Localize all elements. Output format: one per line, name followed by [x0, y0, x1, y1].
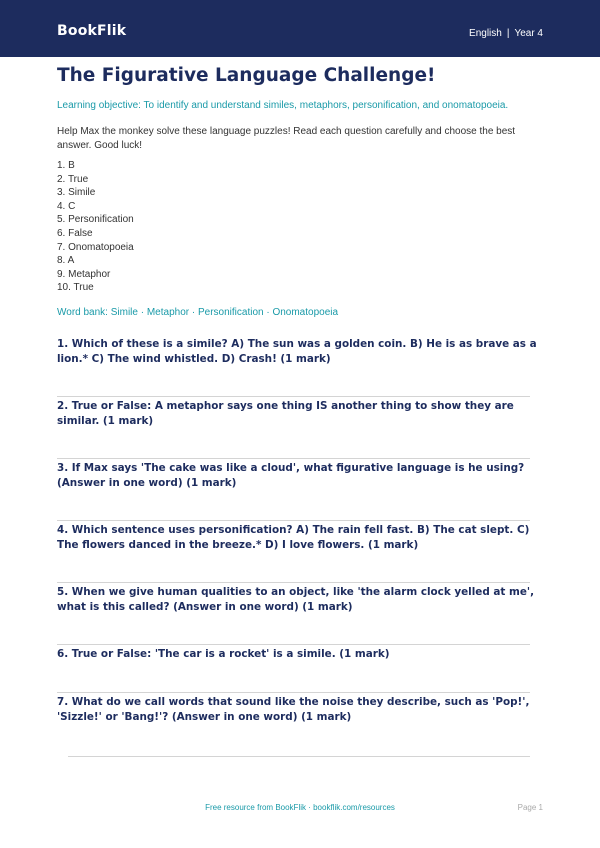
word-bank: Word bank: Simile · Metaphor · Personification · Onomatopoeia: [57, 307, 339, 318]
learning-objective: Learning objective: To identify and understand similes, metaphors, personification, and onomatopoeia.: [57, 100, 509, 111]
answer-item: 10. True: [57, 282, 94, 294]
subject-year-label: [469, 28, 543, 39]
question-4: 4. Which sentence uses personification? A) The rain fell fast. B) The cat slept. C) The flowers danced in the breeze.* D) I love flowers. (1 mark): [57, 524, 530, 551]
answer-line[interactable]: [57, 644, 530, 645]
answer-item: 8. A: [57, 255, 75, 267]
answer-item: 2. True: [57, 173, 89, 185]
answer-line[interactable]: [57, 458, 530, 459]
header-bar: [0, 0, 600, 57]
answer-line[interactable]: [57, 396, 530, 397]
answer-line[interactable]: [57, 692, 530, 693]
meta-separator: |: [506, 28, 510, 39]
answer-item: 5. Personification: [57, 214, 134, 226]
intro-text: Help Max the monkey solve these language puzzles! Read each question carefully and choose the best answer. Good luck!: [57, 126, 516, 151]
question-1: 1. Which of these is a simile? A) The sun was a golden coin. B) He is as brave as a lion.* C) The wind whistled. D) Crash! (1 mark): [57, 338, 537, 365]
question-3: 3. If Max says 'The cake was like a cloud', what figurative language is he using? (Answer in one word) (1 mark): [57, 462, 525, 489]
answer-line[interactable]: [57, 582, 530, 583]
question-6: 6. True or False: 'The car is a rocket' is a simile. (1 mark): [57, 648, 390, 660]
year-label: Year 4: [514, 28, 543, 39]
answer-item: 1. B: [57, 160, 75, 171]
subject-label: English: [469, 28, 502, 39]
answer-item: 7. Onomatopoeia: [57, 241, 134, 253]
brand-logo[interactable]: BookFlik: [57, 23, 127, 39]
footer-credit[interactable]: Free resource from BookFlik · bookflik.com/resources: [205, 803, 395, 812]
answer-line[interactable]: [57, 520, 530, 521]
answer-list: [57, 159, 134, 295]
question-5: 5. When we give human qualities to an object, like 'the alarm clock yelled at me', what is this called? (Answer in one word) (1 mark): [57, 586, 535, 613]
answer-item: 3. Simile: [57, 187, 96, 199]
page-title: The Figurative Language Challenge!: [57, 65, 436, 86]
question-7: 7. What do we call words that sound like the noise they describe, such as 'Pop!', 'Sizzle!' or 'Bang!'? (Answer in one word) (1 mark): [57, 696, 530, 723]
answer-item: 6. False: [57, 227, 93, 239]
question-2: 2. True or False: A metaphor says one thing IS another thing to show they are similar. (1 mark): [57, 400, 514, 427]
answer-item: 4. C: [57, 200, 76, 212]
page-number: Page 1: [517, 803, 543, 812]
answer-line[interactable]: [68, 756, 530, 757]
answer-item: 9. Metaphor: [57, 268, 111, 280]
